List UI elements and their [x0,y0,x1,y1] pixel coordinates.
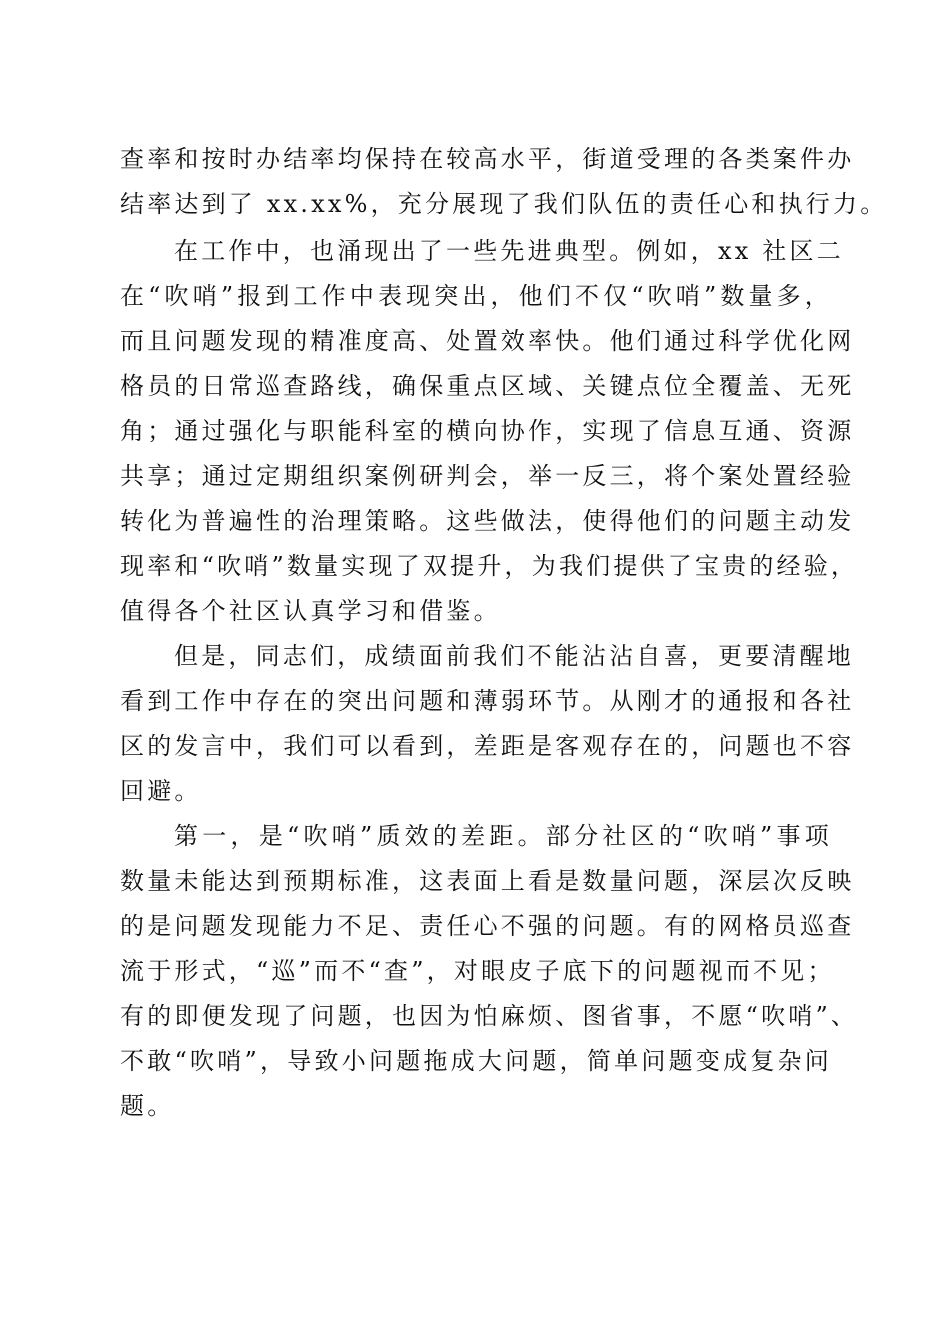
text-line: 而且问题发现的精准度高、处置效率快。他们通过科学优化网 [120,327,855,355]
text-line: 共享；通过定期组织案例研判会，举一反三，将个案处置经验 [120,462,855,490]
text-line: 角；通过强化与职能科室的横向协作，实现了信息互通、资源 [120,417,855,445]
text-line: 查率和按时办结率均保持在较高水平，街道受理的各类案件办 [120,145,855,173]
text-line: 第一，是“吹哨”质效的差距。部分社区的“吹哨”事项 [174,822,832,850]
text-line: 现率和“吹哨”数量实现了双提升，为我们提供了宝贵的经验， [120,552,859,580]
text-line: 流于形式，“巡”而不“查”，对眼皮子底下的问题视而不见； [120,957,835,985]
paragraph-1 [120,137,888,227]
text-line: 的是问题发现能力不足、责任心不强的问题。有的网格员巡查 [120,912,855,940]
text-line: 有的即便发现了问题，也因为怕麻烦、图省事，不愿“吹哨”、 [120,1002,859,1030]
text-line: 题。 [120,1092,175,1120]
text-line: 回避。 [120,777,202,805]
text-line: 结率达到了 xx.xx%，充分展现了我们队伍的责任心和执行力。 [120,190,888,218]
text-line: 在工作中，也涌现出了一些先进典型。例如，xx 社区二 [174,237,844,265]
text-line: 但是，同志们，成绩面前我们不能沾沾自喜，更要清醒地 [174,642,854,670]
paragraph-3 [120,634,855,814]
document-body [120,137,888,1129]
paragraph-2 [120,229,859,634]
text-line: 看到工作中存在的突出问题和薄弱环节。从刚才的通报和各社 [120,687,855,715]
text-line: 不敢“吹哨”，导致小问题拖成大问题，简单问题变成复杂问 [120,1047,832,1075]
paragraph-4 [120,814,859,1129]
text-line: 值得各个社区认真学习和借鉴。 [120,597,501,625]
text-line: 区的发言中，我们可以看到，差距是客观存在的，问题也不容 [120,732,855,760]
text-line: 数量未能达到预期标准，这表面上看是数量问题，深层次反映 [120,867,855,895]
text-line: 转化为普遍性的治理策略。这些做法，使得他们的问题主动发 [120,507,855,535]
text-line: 格员的日常巡查路线，确保重点区域、关键点位全覆盖、无死 [120,372,855,400]
text-line: 在“吹哨”报到工作中表现突出，他们不仅“吹哨”数量多， [120,282,832,310]
